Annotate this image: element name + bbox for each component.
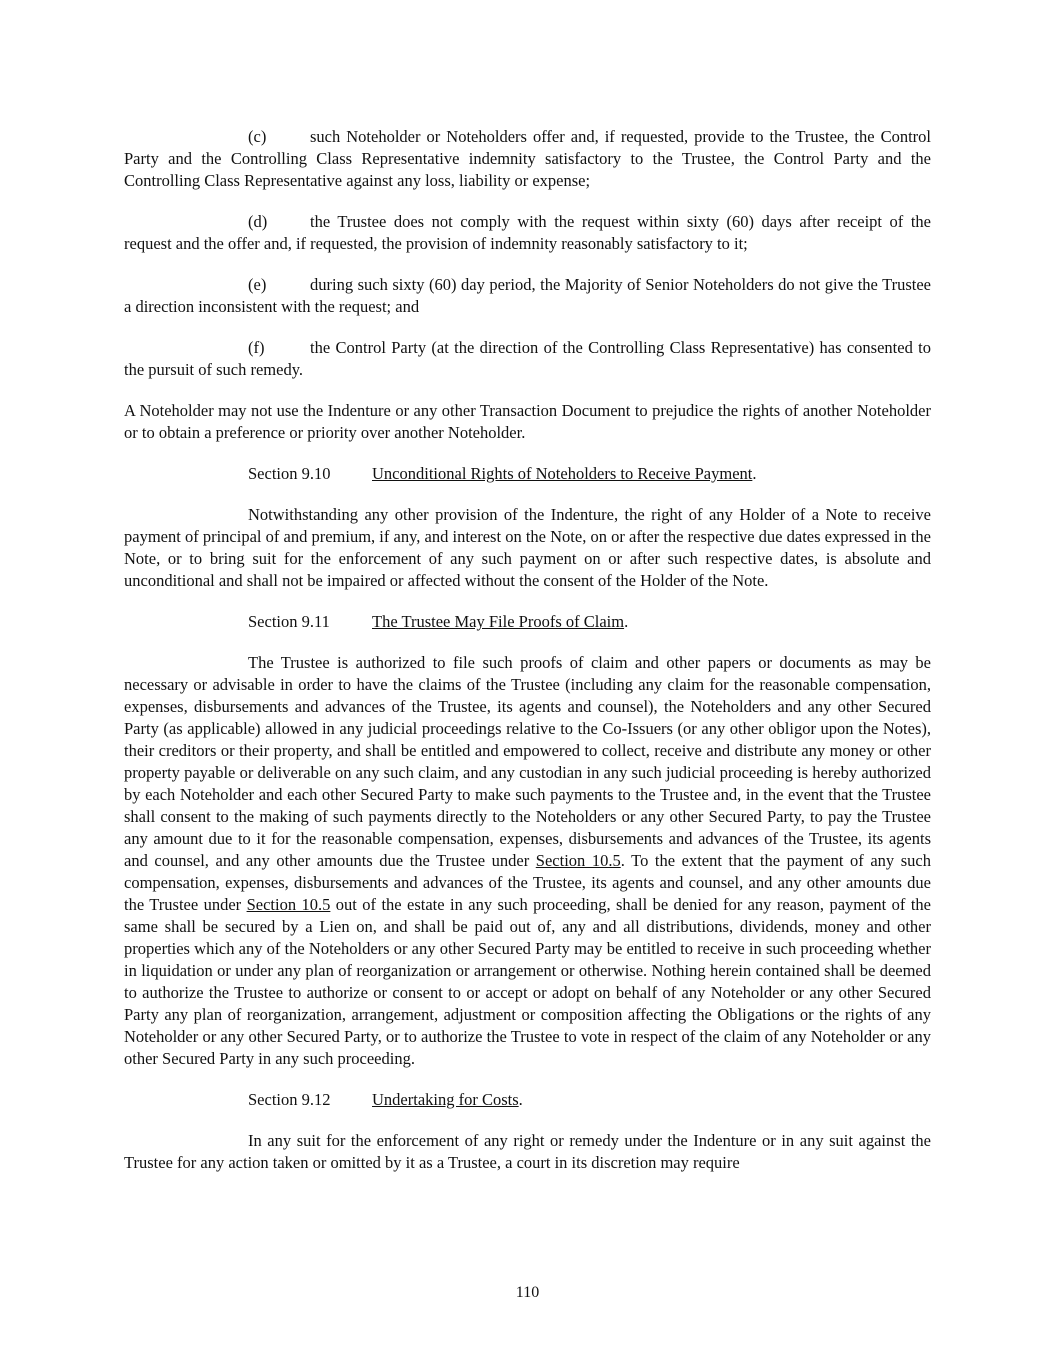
section-title: Unconditional Rights of Noteholders to Receive Payment: [372, 464, 753, 483]
section-heading-9-10: Section 9.10 Unconditional Rights of Noteholders to Receive Payment.: [248, 464, 757, 483]
section-number: Section 9.11: [248, 612, 330, 631]
section-title: The Trustee May File Proofs of Claim: [372, 612, 625, 631]
body-text: . To the extent that the payment of any such compensation, expenses, disbursements and advances of the Trustee, its agents and counsel, and any other amounts due the Trustee under: [124, 851, 931, 914]
clause-label: (f): [248, 338, 265, 357]
clause-label: (d): [248, 212, 268, 231]
document-page: [124, 126, 931, 1193]
closing-paragraph: A Noteholder may not use the Indenture or any other Transaction Document to prejudice the rights of another Noteholder or to obtain a preference or priority over another Noteholder.: [124, 401, 931, 442]
page-number: 110: [515, 1284, 540, 1301]
clause-d: [124, 211, 931, 255]
clause-label: (e): [248, 275, 267, 294]
section-heading-9-11: Section 9.11 The Trustee May File Proofs of Claim.: [248, 612, 629, 631]
clause-c: [124, 126, 931, 192]
clause-text: the Trustee does not comply with the request within sixty (60) days after receipt of the request and the offer and, if requested, the provision of indemnity reasonably satisfactory to it;: [124, 212, 931, 253]
section-9-11-body: [124, 652, 931, 1070]
body-text: out of the estate in any such proceeding, shall be denied for any reason, payment of the same shall be secured by a Lien on, and shall be paid out of, any and all distributions, dividends, money and other properties which any of the Noteholders or any other Secured Party may be entitled to receive in such proceeding whether in liquidation or under any plan of reorganization or arrangement or otherwise. Nothing herein contained shall be deemed to authorize the Trustee to authorize or consent to or accept or adopt on behalf of any Noteholder or any other Secured Party any plan of reorganization, arrangement, adjustment or composition affecting the Obligations or the rights of any Noteholder or any other Secured Party, or to authorize the Trustee to vote in respect of the claim of any Noteholder or any other Secured Party in any such proceeding.: [124, 895, 932, 1068]
section-reference-link: Section 10.5: [535, 851, 621, 870]
section-heading-9-12: Section 9.12 Undertaking for Costs.: [248, 1090, 523, 1109]
clause-f: [124, 337, 931, 381]
section-reference-link: Section 10.5: [246, 895, 331, 914]
clause-text: such Noteholder or Noteholders offer and, if requested, provide to the Trustee, the Control Party and the Controlling Class Representative indemnity satisfactory to the Trustee, the Control Party and the Controlling Class Representative against any loss, liability or expense;: [124, 127, 931, 190]
section-title: Undertaking for Costs: [372, 1090, 519, 1109]
clause-e: [124, 274, 931, 318]
clause-text: during such sixty (60) day period, the Majority of Senior Noteholders do not give the Trustee a direction inconsistent with the request; and: [124, 275, 931, 316]
section-number: Section 9.12: [248, 1090, 331, 1109]
body-text: The Trustee is authorized to file such proofs of claim and other papers or documents as may be necessary or advisable in order to have the claims of the Trustee (including any claim for the reasonable compensation, expenses, disbursements and advances of the Trustee, its agents and counsel), the Noteholders and any other Secured Party (as applicable) allowed in any judicial proceedings relative to the Co-Issuers (or any other obligor upon the Notes), their creditors or their property, and shall be entitled and empowered to collect, receive and distribute any money or other property payable or deliverable on any such claim, and any custodian in any such judicial proceeding is hereby authorized by each Noteholder and each other Secured Party to make such payments to the Trustee and, in the event that the Trustee shall consent to the making of such payments directly to the Noteholders or any other Secured Party, to pay the Trustee any amount due to it for the reasonable compensation, expenses, disbursements and advances of the Trustee, its agents and counsel, and any other amounts due the Trustee under: [124, 653, 931, 870]
section-9-12-body: In any suit for the enforcement of any right or remedy under the Indenture or in any suit against the Trustee for any action taken or omitted by it as a Trustee, a court in its discretion may require: [124, 1131, 931, 1172]
clause-label: (c): [248, 127, 267, 146]
section-number: Section 9.10: [248, 464, 331, 483]
clause-text: the Control Party (at the direction of the Controlling Class Representative) has consented to the pursuit of such remedy.: [124, 338, 931, 379]
section-9-10-body: Notwithstanding any other provision of the Indenture, the right of any Holder of a Note to receive payment of principal of and premium, if any, and interest on the Note, on or after the respective due dates expressed in the Note, or to bring suit for the enforcement of any such payment on or after such respective dates, is absolute and unconditional and shall not be impaired or affected without the consent of the Holder of the Note.: [124, 505, 931, 590]
